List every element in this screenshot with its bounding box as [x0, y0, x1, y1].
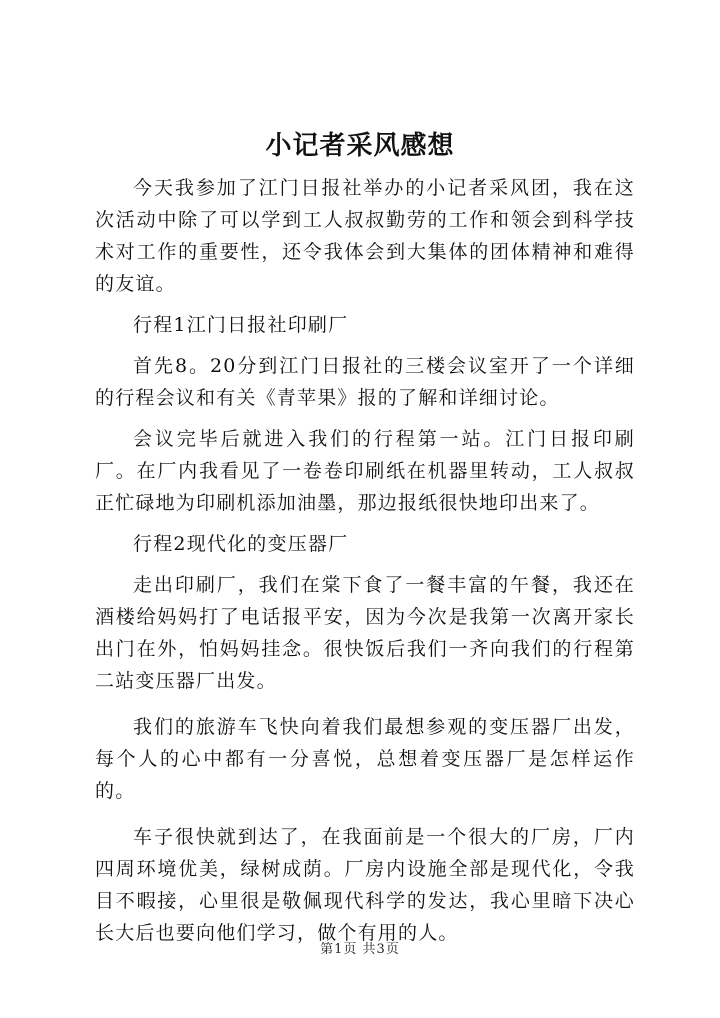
document-body	[95, 172, 635, 949]
section-heading-itinerary-2: 行程2现代化的变压器厂	[133, 533, 349, 555]
page-footer: 第1页 共3页	[320, 942, 400, 957]
paragraph-meeting: 首先8。20分到江门日报社的三楼会议室开了一个详细的行程会议和有关《青苹果》报的了解和详细讨论。	[95, 355, 635, 409]
paragraph-lunch: 走出印刷厂，我们在棠下食了一餐丰富的午餐，我还在酒楼给妈妈打了电话报平安，因为今次是我第一次离开家长出门在外，怕妈妈挂念。很快饭后我们一齐向我们的行程第二站变压器厂出发。	[95, 574, 635, 692]
page-title: 小记者采风感想	[265, 131, 455, 161]
paragraph-intro: 今天我参加了江门日报社举办的小记者采风团，我在这次活动中除了可以学到工人叔叔勤劳的工作和领会到科学技术对工作的重要性，还令我体会到大集体的团体精神和难得的友谊。	[95, 177, 635, 295]
section-heading-itinerary-1: 行程1江门日报社印刷厂	[133, 314, 349, 336]
paragraph-bus-ride: 我们的旅游车飞快向着我们最想参观的变压器厂出发，每个人的心中都有一分喜悦，总想着变压器厂是怎样运作的。	[95, 716, 635, 802]
paragraph-factory: 车子很快就到达了，在我面前是一个很大的厂房，厂内四周环境优美，绿树成荫。厂房内设施全部是现代化，令我目不暇接，心里很是敬佩现代科学的发达，我心里暗下决心长大后也要向他们学习，做个有用的人。	[95, 826, 635, 944]
paragraph-printing-plant: 会议完毕后就进入我们的行程第一站。江门日报印刷厂。在厂内我看见了一卷卷印刷纸在机器里转动，工人叔叔正忙碌地为印刷机添加油墨，那边报纸很快地印出来了。	[95, 428, 635, 514]
